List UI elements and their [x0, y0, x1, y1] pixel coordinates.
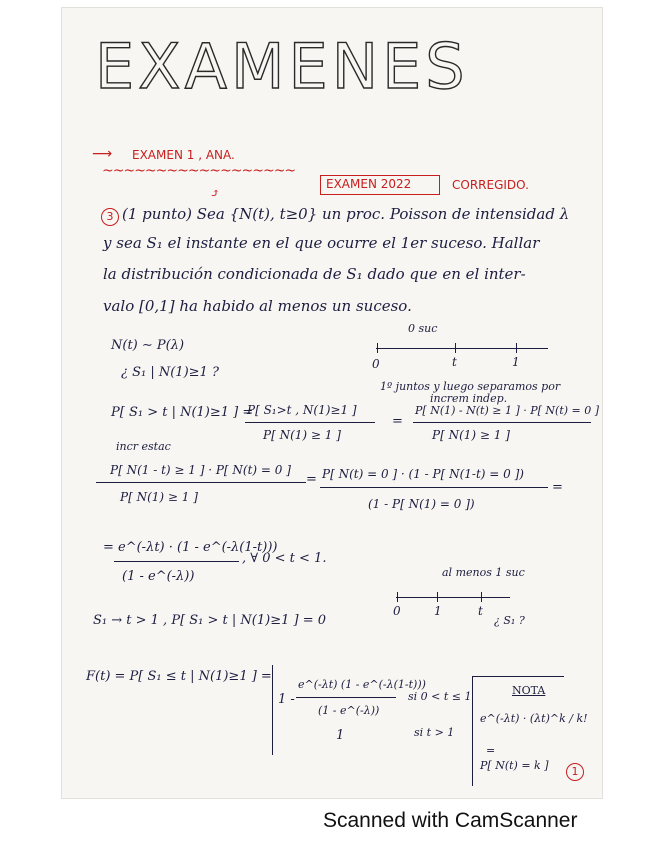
F-case1-pre: 1 -: [278, 692, 295, 707]
exam-year: EXAMEN 2022: [326, 177, 412, 191]
eq3-den: (1 - e^(-λ)): [122, 569, 195, 584]
F-left: F(t) = P[ S₁ ≤ t | N(1)≥1 ] =: [86, 669, 272, 684]
axis2-one: 1: [434, 604, 442, 618]
axis2-question: ¿ S₁ ?: [494, 614, 525, 627]
F-case1-num: e^(-λt) (1 - e^(-λ(1-t))): [298, 678, 426, 691]
tick2-0: [397, 592, 398, 602]
axis1-one: 1: [512, 355, 520, 369]
brace: [272, 665, 273, 755]
eq1-equals: =: [392, 414, 403, 429]
tick2-1: [437, 592, 438, 602]
eq2-num: P[ N(1 - t) ≥ 1 ] · P[ N(t) = 0 ]: [110, 463, 291, 477]
tick-t: [455, 343, 456, 353]
tick-0: [377, 343, 378, 353]
eq2-right-num: P[ N(t) = 0 ] · (1 - P[ N(1-t) = 0 ]): [322, 467, 524, 481]
problem-line-2: y sea S₁ el instante en el que ocurre el 1er suceso. Hallar: [103, 234, 540, 252]
eq1-left: P[ S₁ > t | N(1)≥1 ] =: [111, 405, 254, 420]
wavy-underline: ~~~~~~~~~~~~~~~~~~: [102, 163, 296, 179]
eq2-trail: =: [552, 480, 563, 495]
tick2-t: [481, 592, 482, 602]
poisson-def: N(t) ∼ P(λ): [111, 338, 185, 353]
eq3-cond: , ∀ 0 < t < 1.: [242, 551, 327, 566]
eq2-den: P[ N(1) ≥ 1 ]: [120, 490, 198, 504]
eq2-right-bar: [320, 487, 548, 488]
eq1-right-bar: [413, 422, 591, 423]
axis2-note: al menos 1 suc: [442, 566, 525, 579]
incr-estac: incr estac: [116, 440, 171, 453]
exam-heading: EXAMEN 1 , ANA.: [132, 148, 235, 162]
F-case2-cond: si t > 1: [414, 726, 455, 739]
eq1-right-den: P[ N(1) ≥ 1 ]: [432, 428, 510, 442]
nota-eq: =: [486, 744, 496, 757]
timeline-1: [376, 348, 548, 349]
F-case2-val: 1: [336, 728, 345, 743]
eq1-right-num: P[ N(1) - N(t) ≥ 1 ] · P[ N(t) = 0 ]: [415, 404, 600, 417]
F-case1-bar: [296, 697, 396, 698]
nota-border-left: [472, 676, 473, 786]
problem-line-3: la distribución condicionada de S₁ dado que en el inter-: [103, 265, 526, 283]
eq3-bar: [114, 561, 239, 562]
F-case1-cond: si 0 < t ≤ 1: [408, 690, 472, 703]
nota-expr: e^(-λt) · (λt)^k / k!: [480, 712, 588, 725]
note-indep-1: 1º juntos y luego separamos por: [380, 380, 561, 393]
eq3-num: = e^(-λt) · (1 - e^(-λ(1-t))): [103, 540, 278, 555]
curved-arrow-icon: ⤴: [210, 186, 221, 200]
eq1-mid-num: P[ S₁>t , N(1)≥1 ]: [247, 403, 357, 417]
axis2-zero: 0: [393, 604, 401, 618]
note-indep-2: increm indep.: [430, 392, 508, 405]
problem-number: 3: [101, 208, 119, 226]
nota-border-top: [472, 676, 564, 677]
eq1-mid-den: P[ N(1) ≥ 1 ]: [263, 428, 341, 442]
axis1-zero: 0: [372, 357, 380, 371]
tick-1: [516, 343, 517, 353]
page-number: 1: [566, 763, 584, 781]
eq2-equals: =: [306, 472, 317, 487]
nota-title: NOTA: [512, 684, 546, 697]
arrow-right-icon: ⟶: [92, 146, 113, 162]
eq2-right-den: (1 - P[ N(1) = 0 ]): [368, 497, 475, 511]
scanner-watermark: Scanned with CamScanner: [323, 809, 578, 832]
axis2-t: t: [478, 604, 483, 618]
axis1-note: 0 suc: [408, 322, 438, 335]
s1-case: S₁ → t > 1 , P[ S₁ > t | N(1)≥1 ] = 0: [93, 613, 327, 628]
corrected-label: CORREGIDO.: [452, 178, 529, 192]
page-title: EXAMENES: [95, 30, 469, 103]
F-case1-den: (1 - e^(-λ)): [318, 704, 380, 717]
question: ¿ S₁ | N(1)≥1 ?: [121, 365, 219, 380]
problem-line-4: valo [0,1] ha habido al menos un suceso.: [103, 297, 412, 315]
timeline-2: [396, 597, 510, 598]
axis1-t: t: [452, 355, 457, 369]
eq1-mid-bar: [245, 422, 375, 423]
nota-prob: P[ N(t) = k ]: [480, 759, 549, 772]
problem-line-1: (1 punto) Sea {N(t), t≥0} un proc. Poisson de intensidad λ: [122, 205, 570, 223]
eq2-bar: [96, 482, 306, 483]
